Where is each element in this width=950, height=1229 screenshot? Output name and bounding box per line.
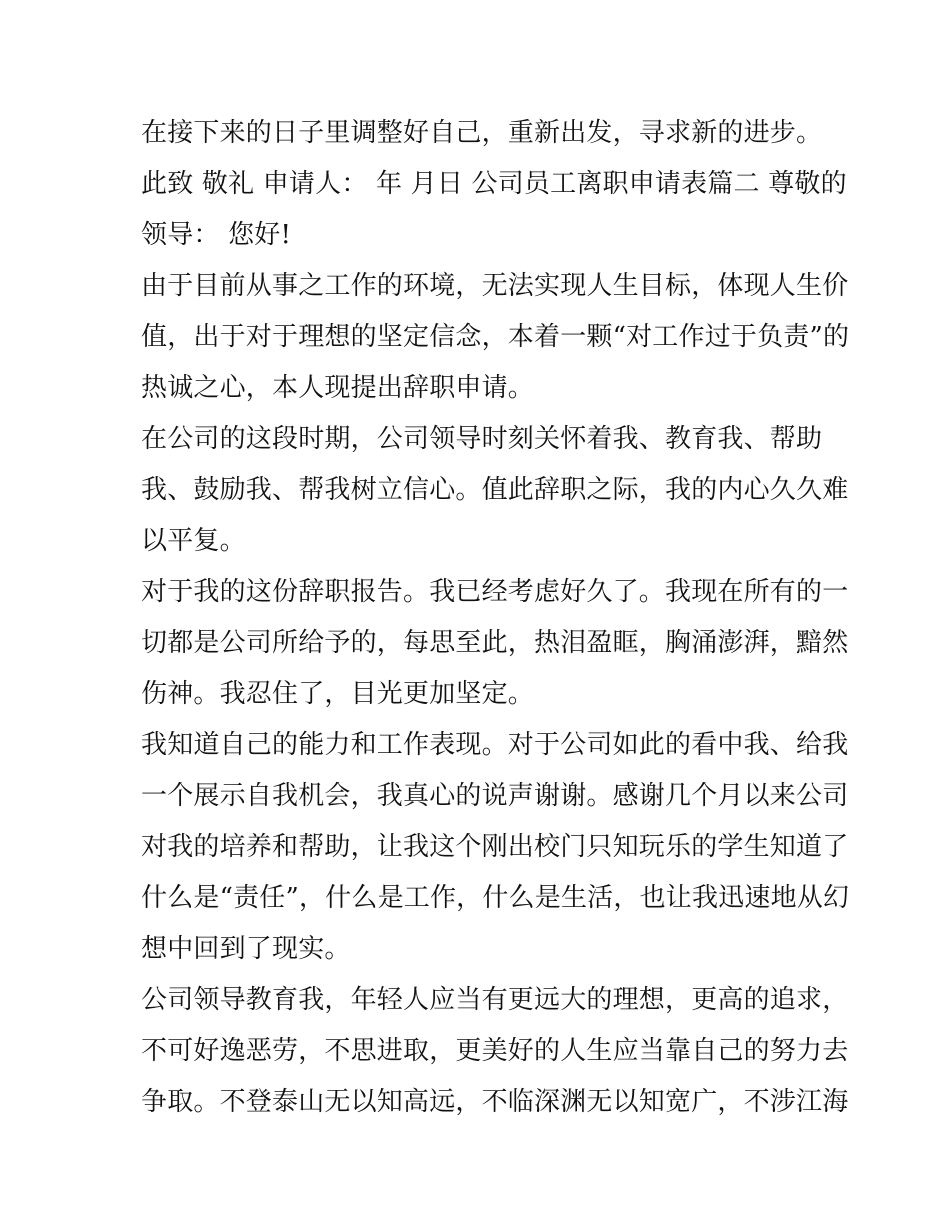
- paragraph-2: [141, 159, 847, 261]
- text-line: 由于目前从事之工作的环境，无法实现人生目标，体现人生价: [141, 271, 849, 301]
- text-line: 想中回到了现实。: [141, 934, 351, 964]
- paragraph-4: [141, 414, 849, 567]
- text-line: 伤神。我忍住了，目光更加坚定。: [141, 679, 535, 709]
- paragraph-7: [141, 975, 849, 1128]
- text-line: 热诚之心，本人现提出辞职申请。: [141, 373, 535, 403]
- text-line: 在接下来的日子里调整好自己，重新出发，寻求新的进步。: [141, 118, 823, 148]
- text-line: 此致 敬礼 申请人： 年 月日 公司员工离职申请表篇二 尊敬的: [141, 169, 847, 199]
- text-line: 不可好逸恶劳，不思进取，更美好的人生应当靠自己的努力去: [141, 1036, 849, 1066]
- text-line: 值，出于对于理想的坚定信念，本着一颗“对工作过于负责”的: [141, 322, 850, 352]
- text-line: 在公司的这段时期，公司领导时刻关怀着我、教育我、帮助: [141, 424, 823, 454]
- paragraph-6: [141, 720, 850, 975]
- text-line: 我、鼓励我、帮我树立信心。值此辞职之际，我的内心久久难: [141, 475, 849, 505]
- text-line: 切都是公司所给予的，每思至此，热泪盈眶，胸涌澎湃，黯然: [141, 628, 849, 658]
- text-line: 争取。不登泰山无以知高远，不临深渊无以知宽广，不涉江海: [141, 1087, 849, 1117]
- text-line: 什么是“责任”，什么是工作，什么是生活，也让我迅速地从幻: [141, 883, 850, 913]
- text-line: 领导： 您好!: [141, 220, 292, 250]
- paragraph-1: [141, 108, 823, 159]
- paragraph-5: [141, 567, 849, 720]
- text-line: 对我的培养和帮助，让我这个刚出校门只知玩乐的学生知道了: [141, 832, 849, 862]
- document-body: [141, 108, 850, 1128]
- text-line: 对于我的这份辞职报告。我已经考虑好久了。我现在所有的一: [141, 577, 849, 607]
- text-line: 一个展示自我机会，我真心的说声谢谢。感谢几个月以来公司: [141, 781, 849, 811]
- text-line: 我知道自己的能力和工作表现。对于公司如此的看中我、给我: [141, 730, 849, 760]
- text-line: 公司领导教育我，年轻人应当有更远大的理想，更高的追求，: [141, 985, 849, 1015]
- text-line: 以平复。: [141, 526, 246, 556]
- paragraph-3: [141, 261, 850, 414]
